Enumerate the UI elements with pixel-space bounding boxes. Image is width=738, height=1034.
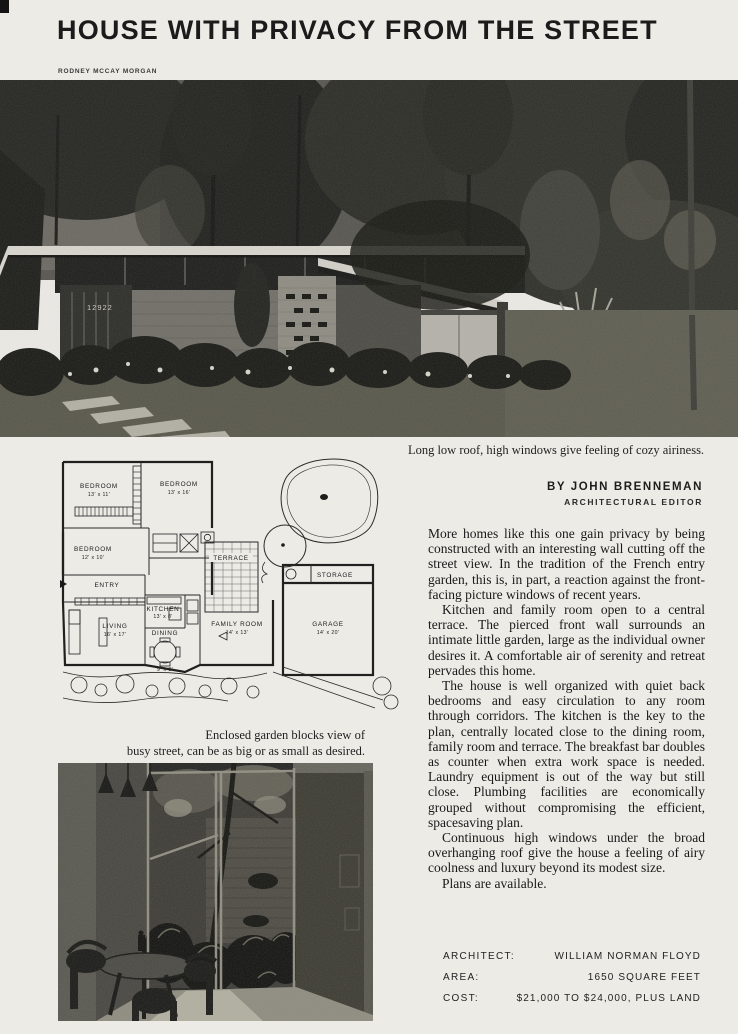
byline bbox=[420, 481, 703, 507]
label-bedroom3: BEDROOM bbox=[74, 546, 112, 553]
label-storage: STORAGE bbox=[316, 572, 354, 579]
photo-credit: RODNEY MCCAY MORGAN bbox=[58, 68, 158, 75]
label-living: LIVING bbox=[102, 623, 128, 630]
spec-label: COST: bbox=[443, 993, 479, 1004]
spec-table bbox=[443, 951, 701, 1014]
spec-value: 1650 SQUARE FEET bbox=[587, 972, 701, 983]
label-entry: ENTRY bbox=[94, 582, 120, 589]
svg-text:13' x 8': 13' x 8' bbox=[153, 614, 173, 620]
page-title: HOUSE WITH PRIVACY FROM THE STREET bbox=[57, 15, 658, 45]
label-kitchen: KITCHEN bbox=[146, 606, 180, 613]
article-paragraph: Plans are available. bbox=[442, 875, 547, 891]
exterior-photo bbox=[0, 80, 738, 437]
photo-grain bbox=[0, 80, 738, 437]
interior-photo bbox=[58, 763, 373, 1021]
byline-author: BY JOHN BRENNEMAN bbox=[546, 481, 703, 493]
label-family-room: FAMILY ROOM bbox=[211, 621, 263, 628]
svg-text:9' x 9': 9' x 9' bbox=[156, 667, 174, 673]
byline-role: ARCHITECTURAL EDITOR bbox=[564, 497, 703, 507]
spec-row-architect bbox=[443, 951, 701, 972]
floor-plan bbox=[57, 450, 400, 728]
label-bedroom1: BEDROOM bbox=[80, 483, 118, 490]
floor-plan-caption: Enclosed garden blocks view of busy street, can be as big or as small as desired. bbox=[126, 728, 365, 758]
label-dining: DINING bbox=[151, 630, 179, 637]
label-terrace: TERRACE bbox=[213, 555, 249, 562]
svg-text:16' x 17': 16' x 17' bbox=[103, 632, 127, 638]
house-number: 12922 bbox=[87, 303, 113, 312]
spec-label: AREA: bbox=[443, 972, 480, 983]
article-paragraph: Continuous high windows under the broad overhanging roof give the house a feeling of airy coolness and luxury beyond its modest size. bbox=[428, 830, 705, 876]
article-body bbox=[428, 526, 705, 891]
svg-text:13' x 16': 13' x 16' bbox=[167, 490, 191, 496]
svg-text:14' x 13': 14' x 13' bbox=[225, 630, 249, 636]
photo-grain bbox=[58, 763, 373, 1021]
article-paragraph: More homes like this one gain privacy by being constructed with an interesting wall cutting off the street view. In the tradition of the French entry garden, this is, in part, a reaction against the front-facing picture windows of recent years. bbox=[428, 526, 705, 602]
svg-text:12' x 10': 12' x 10' bbox=[81, 555, 105, 561]
article-paragraph: Kitchen and family room open to a central terrace. The pierced front wall surrounds an intimate little garden, large as the individual owner desires it. A comfortable air of serenity and retreat pervades this home. bbox=[428, 602, 705, 678]
label-bedroom2: BEDROOM bbox=[160, 481, 198, 488]
spec-value: WILLIAM NORMAN FLOYD bbox=[554, 951, 701, 962]
terrace-grid bbox=[205, 542, 258, 612]
scan-corner-mark bbox=[0, 0, 9, 13]
spec-label: ARCHITECT: bbox=[443, 951, 515, 962]
article-paragraph: The house is well organized with quiet back bedrooms and easy circulation to any room through corridors. The kitchen is the key to the plan, centrally located close to the dining room, family room and terrace. The breakfast bar doubles as counter when extra work space is needed. Laundry equipment is out of the way but still close. Plumbing facilities are economically grouped without compromising the efficient, spacesaving plan. bbox=[428, 678, 705, 830]
svg-text:13' x 11': 13' x 11' bbox=[87, 492, 111, 498]
spec-row-cost bbox=[443, 993, 701, 1014]
spec-value: $21,000 TO $24,000, PLUS LAND bbox=[516, 993, 701, 1004]
exterior-photo-caption: Long low roof, high windows give feeling of cozy airiness. bbox=[407, 443, 705, 457]
spec-row-area bbox=[443, 972, 701, 993]
label-garage: GARAGE bbox=[312, 621, 344, 628]
svg-text:14' x 20': 14' x 20' bbox=[316, 630, 340, 636]
plan-garden bbox=[63, 667, 398, 709]
